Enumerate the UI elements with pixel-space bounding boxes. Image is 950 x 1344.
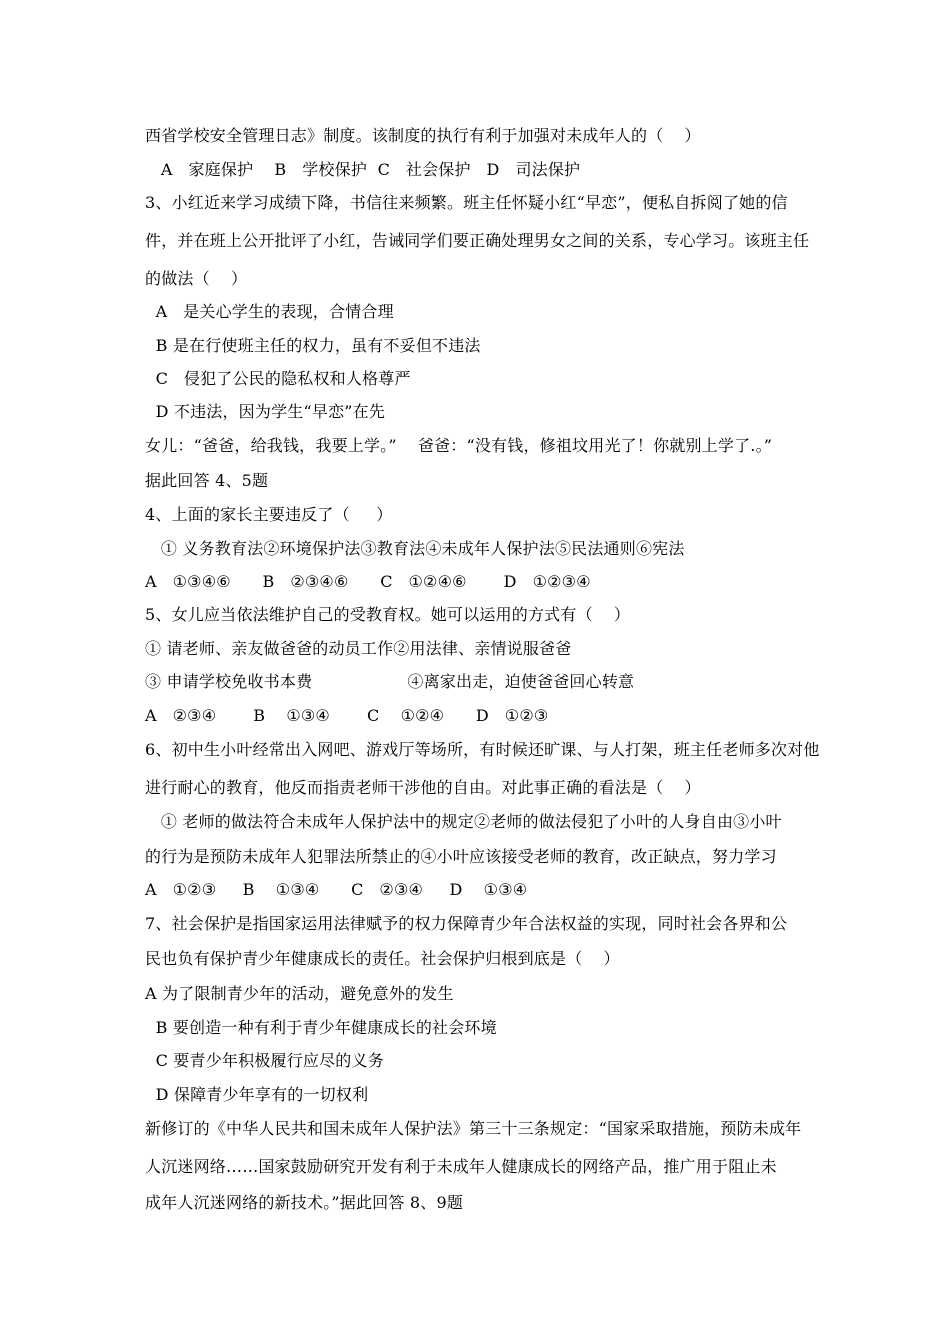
text-line: 民也负有保护青少年健康成长的责任。社会保护归根到底是（ ） <box>145 949 620 968</box>
text-line: 的行为是预防未成年人犯罪法所禁止的④小叶应该接受老师的教育，改正缺点，努力学习 <box>145 847 777 866</box>
text-line: ① 请老师、亲友做爸爸的动员工作②用法律、亲情说服爸爸 <box>145 639 572 658</box>
text-line: B 要创造一种有利于青少年健康成长的社会环境 <box>145 1018 497 1037</box>
text-line: 3、小红近来学习成绩下降，书信往来频繁。班主任怀疑小红“早恋”，便私自拆阅了她的信 <box>145 193 788 212</box>
text-line: ③ 申请学校免收书本费 ④离家出走，迫使爸爸回心转意 <box>145 672 635 691</box>
text-line: 6、初中生小叶经常出入网吧、游戏厅等场所，有时候还旷课、与人打架，班主任老师多次对他 <box>145 740 820 759</box>
text-line: 女儿：“爸爸，给我钱，我要上学。” 爸爸：“没有钱，修祖坟用光了！你就别上学了.。” <box>145 436 773 455</box>
text-line: 据此回答 4、5题 <box>145 471 269 490</box>
text-line: 进行耐心的教育，他反而指责老师干涉他的自由。对此事正确的看法是（ ） <box>145 778 701 797</box>
text-line: A 家庭保护 B 学校保护 C 社会保护 D 司法保护 <box>145 160 581 179</box>
text-line: B 是在行使班主任的权力，虽有不妥但不违法 <box>145 336 481 355</box>
text-line: D 保障青少年享有的一切权利 <box>145 1085 369 1104</box>
text-line: A 是关心学生的表现，合情合理 <box>145 302 394 321</box>
text-line: 西省学校安全管理日志》制度。该制度的执行有利于加强对未成年人的（ ） <box>145 126 701 145</box>
text-line: 人沉迷网络……国家鼓励研究开发有利于未成年人健康成长的网络产品，推广用于阻止未 <box>145 1157 777 1176</box>
text-line: A ①②③ B ①③④ C ②③④ D ①③④ <box>145 880 528 899</box>
text-line: 新修订的《中华人民共和国未成年人保护法》第三十三条规定：“国家采取措施，预防未成年 <box>145 1119 802 1138</box>
text-line: C 要青少年积极履行应尽的义务 <box>145 1051 384 1070</box>
text-line: 7、社会保护是指国家运用法律赋予的权力保障青少年合法权益的实现，同时社会各界和公 <box>145 914 788 933</box>
text-line: A 为了限制青少年的活动，避免意外的发生 <box>145 984 454 1003</box>
text-line: C 侵犯了公民的隐私权和人格尊严 <box>145 369 411 388</box>
text-line: 5、女儿应当依法维护自己的受教育权。她可以运用的方式有（ ） <box>145 605 631 624</box>
text-line: 的做法（ ） <box>145 269 248 288</box>
text-line: A ①③④⑥ B ②③④⑥ C ①②④⑥ D ①②③④ <box>145 572 591 591</box>
text-line: ① 老师的做法符合未成年人保护法中的规定②老师的做法侵犯了小叶的人身自由③小叶 <box>145 812 782 831</box>
text-line: 成年人沉迷网络的新技术。”据此回答 8、9题 <box>145 1193 464 1212</box>
text-line: 4、上面的家长主要违反了（ ） <box>145 505 393 524</box>
text-line: A ②③④ B ①③④ C ①②④ D ①②③ <box>145 706 549 725</box>
text-line: 件，并在班上公开批评了小红，告诫同学们要正确处理男女之间的关系，专心学习。该班主任 <box>145 231 810 250</box>
text-line: D 不违法，因为学生“早恋”在先 <box>145 402 386 421</box>
text-line: ① 义务教育法②环境保护法③教育法④未成年人保护法⑤民法通则⑥宪法 <box>145 539 685 558</box>
